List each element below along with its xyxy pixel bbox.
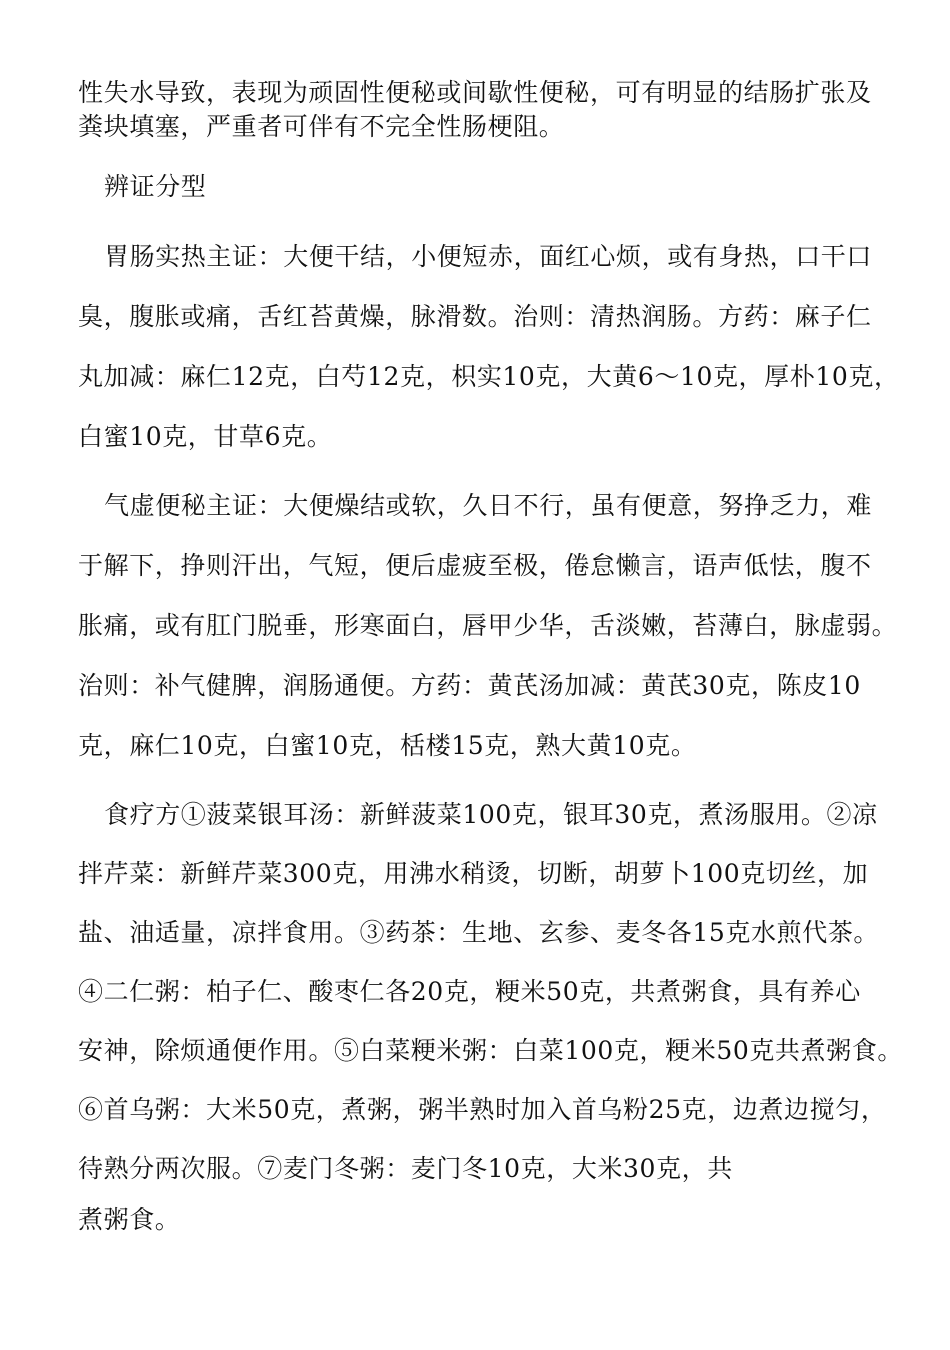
wei-chang-line-2: 臭，腹胀或痛，舌红苔黄燥，脉滑数。治则：清热润肠。方药：麻子仁 [78, 302, 872, 331]
shi-liao-line-1: 食疗方①菠菜银耳汤：新鲜菠菜100克，银耳30克，煮汤服用。②凉 [104, 800, 878, 829]
qi-xu-line-4: 治则：补气健脾，润肠通便。方药：黄芪汤加减：黄芪30克，陈皮10 [78, 671, 861, 700]
wei-chang-line-4: 白蜜10克，甘草6克。 [78, 422, 333, 451]
shi-liao-line-4: ④二仁粥：柏子仁、酸枣仁各20克，粳米50克，共煮粥食，具有养心 [78, 977, 861, 1006]
qi-xu-line-1: 气虚便秘主证：大便燥结或软，久日不行，虽有便意，努挣乏力，难 [104, 491, 873, 520]
wei-chang-line-3: 丸加减：麻仁12克，白芍12克，枳实10克，大黄6〜10克，厚朴10克， [78, 362, 900, 391]
shi-liao-line-2: 拌芹菜：新鲜芹菜300克，用沸水稍烫，切断，胡萝卜100克切丝，加 [78, 859, 869, 888]
intro-line-1: 性失水导致，表现为顽固性便秘或间歇性便秘，可有明显的结肠扩张及 [78, 78, 872, 107]
shi-liao-line-6: ⑥首乌粥：大米50克，煮粥，粥半熟时加入首乌粉25克，边煮边搅匀， [78, 1095, 887, 1124]
intro-line-2: 粪块填塞，严重者可伴有不完全性肠梗阻。 [78, 112, 565, 141]
section-heading: 辨证分型 [104, 172, 207, 201]
qi-xu-line-5: 克，麻仁10克，白蜜10克，栝楼15克，熟大黄10克。 [78, 731, 697, 760]
shi-liao-line-8: 煮粥食。 [78, 1205, 181, 1234]
qi-xu-line-3: 胀痛，或有肛门脱垂，形寒面白，唇甲少华，舌淡嫩，苔薄白，脉虚弱。 [78, 611, 898, 640]
shi-liao-line-5: 安神，除烦通便作用。⑤白菜粳米粥：白菜100克，粳米50克共煮粥食。 [78, 1036, 903, 1065]
shi-liao-line-7: 待熟分两次服。⑦麦门冬粥：麦门冬10克，大米30克，共 [78, 1154, 733, 1183]
shi-liao-line-3: 盐、油适量，凉拌食用。③药茶：生地、玄参、麦冬各15克水煎代茶。 [78, 918, 880, 947]
qi-xu-line-2: 于解下，挣则汗出，气短，便后虚疲至极，倦怠懒言，语声低怯，腹不 [78, 551, 872, 580]
wei-chang-line-1: 胃肠实热主证：大便干结，小便短赤，面红心烦，或有身热，口干口 [104, 242, 873, 271]
